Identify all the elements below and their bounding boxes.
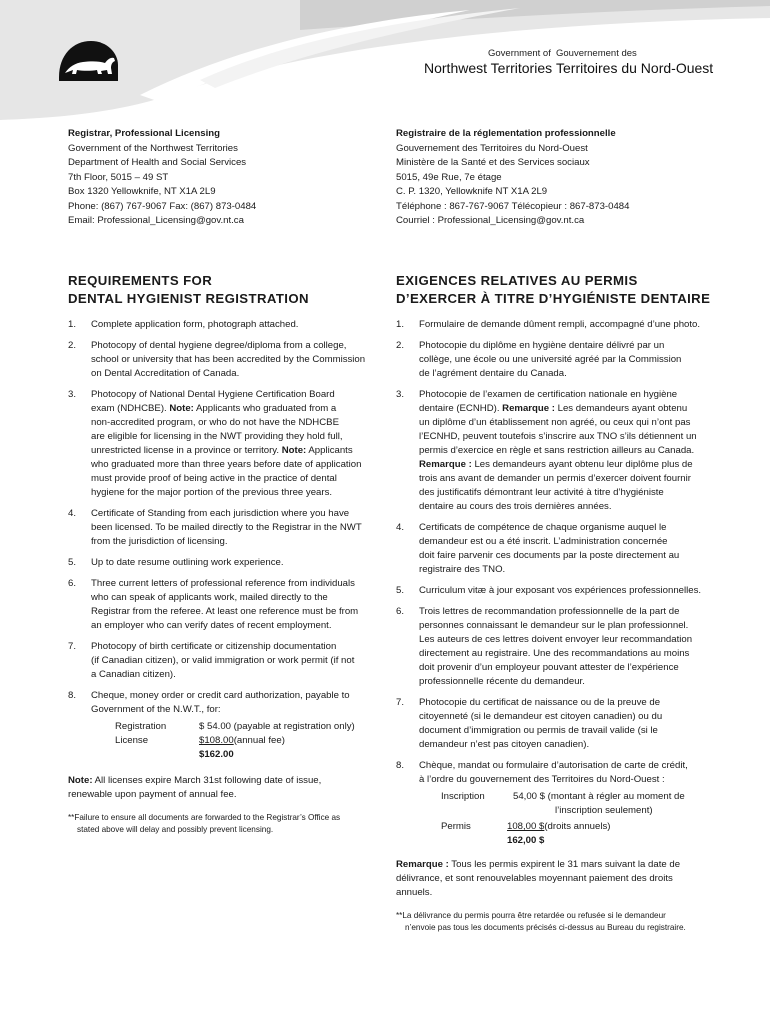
footnote-line: **Failure to ensure all documents are forwarded to the Registrar’s Office as — [68, 813, 341, 822]
requirement-text: collège, une école ou une université agréé par la Commission — [419, 354, 682, 365]
contact-fr-line: C. P. 1320, Yellowknife NT X1A 2L9 — [396, 186, 548, 197]
fees-fr — [396, 790, 726, 848]
contact-fr — [396, 127, 629, 229]
requirement-text: Photocopie du diplôme en hygiène dentaire délivré par un — [419, 340, 665, 351]
requirement-number: 3. — [396, 389, 405, 400]
requirement-text: permis d’exercice en règle et sans restriction ailleurs au Canada. — [419, 445, 695, 456]
requirement-text: personnes connaissant le demandeur sur le plan professionnel. — [419, 620, 689, 631]
note-text: délivrance, et sont renouvelables moyennant paiement des droits — [396, 873, 673, 884]
contact-en-line: Department of Health and Social Services — [68, 157, 247, 168]
requirements-fr — [396, 318, 726, 934]
note-label: Note: — [68, 775, 93, 786]
page-title-fr — [396, 272, 710, 308]
polar-bear-icon — [55, 37, 121, 84]
requirement-item — [68, 556, 378, 570]
contact-en-email: Email: Professional_Licensing@gov.nt.ca — [68, 215, 244, 226]
requirement-text: directement au registraire. Une des recommandations au moins — [419, 648, 690, 659]
footnote-line: n’envoie pas tous les documents précisés ci-dessus au Bureau du registraire. — [405, 923, 686, 932]
fee-inscription-value: l’inscription seulement) — [555, 805, 653, 816]
requirement-text: hygiene for the major portion of the previous three years. — [91, 487, 333, 498]
gov-fr-small: Gouvernement des — [556, 48, 637, 59]
gov-en-name: Northwest Territories — [424, 60, 553, 76]
contact-en — [68, 127, 256, 229]
fee-total: 162,00 $ — [507, 835, 545, 846]
fee-permis-label: Permis — [441, 821, 471, 832]
fee-license-label: License — [115, 735, 149, 746]
requirement-text: Registrar from the referee. At least one reference must be from — [91, 606, 359, 617]
requirement-text: on Dental Accreditation of Canada. — [91, 368, 240, 379]
requirement-text: demandeur n’est pas citoyen canadien). — [419, 739, 590, 750]
requirement-item — [396, 388, 726, 514]
requirement-text: Photocopy of National Dental Hygiene Certification Board — [91, 389, 335, 400]
page-title-en — [68, 272, 309, 308]
requirement-number: 3. — [68, 389, 77, 400]
requirement-text: Formulaire de demande dûment rempli, accompagné d’une photo. — [419, 319, 701, 330]
requirement-text: from the jurisdiction of licensing. — [91, 536, 228, 547]
contact-fr-line: Ministère de la Santé et des Services sociaux — [396, 157, 590, 168]
requirement-item — [68, 640, 378, 682]
gov-wordmark — [424, 48, 724, 76]
fee-inscription-value: 54,00 $ (montant à régler au moment de — [513, 791, 685, 802]
requirement-text: been licensed. To be mailed directly to the Registrar in the NWT — [91, 522, 362, 533]
contact-en-heading: Registrar, Professional Licensing — [68, 128, 220, 139]
requirement-item — [396, 339, 726, 381]
requirement-text: de l’agrément dentaire du Canada. — [419, 368, 567, 379]
requirement-number: 7. — [68, 641, 77, 652]
requirement-text: are eligible for licensing in the NWT providing they hold full, — [91, 431, 343, 442]
title-line: D’EXERCER À TITRE D’HYGIÉNISTE DENTAIRE — [396, 291, 711, 306]
requirements-list-en — [68, 318, 378, 717]
requirement-text: must provide proof of being active in the practice of dental — [91, 473, 337, 484]
requirement-item — [396, 521, 726, 577]
requirement-text: Complete application form, photograph attached. — [91, 319, 299, 330]
requirement-item — [68, 339, 378, 381]
contact-fr-heading: Registraire de la réglementation professionnelle — [396, 128, 616, 139]
note-fr — [396, 858, 726, 900]
requirement-item — [68, 318, 378, 332]
fee-total: $162.00 — [199, 749, 234, 760]
requirement-text: (if Canadian citizen), or valid immigration or work permit (if not — [91, 655, 355, 666]
requirement-item — [396, 696, 726, 752]
contact-fr-email: Courriel : Professional_Licensing@gov.nt.ca — [396, 215, 585, 226]
requirement-text: non-accredited program, or who do not have the NDHCBE — [91, 417, 339, 428]
contact-fr-line: 5015, 49e Rue, 7e étage — [396, 171, 502, 183]
fee-registration-label: Registration — [115, 721, 167, 732]
requirement-text: Certificate of Standing from each jurisdiction where you have — [91, 508, 350, 519]
requirement-text: Photocopy of dental hygiene degree/diploma from a college, — [91, 340, 347, 351]
fee-license-suffix: (annual fee) — [233, 735, 285, 746]
requirement-text: who graduated more than three years before date of application — [91, 459, 362, 470]
requirement-text: registraire des TNO. — [419, 564, 506, 575]
requirement-text: exam (NDHCBE). Note: Applicants who graduated from a — [91, 403, 337, 414]
requirement-item — [396, 605, 726, 689]
fees-en — [68, 720, 378, 762]
requirement-text: doit provenir d’un employeur pouvant attester de l’expérience — [419, 662, 679, 673]
note-en — [68, 774, 378, 802]
requirement-item — [68, 577, 378, 633]
requirement-text: Cheque, money order or credit card authorization, payable to — [91, 690, 350, 701]
requirement-number: 7. — [396, 697, 405, 708]
fee-inscription-label: Inscription — [441, 791, 485, 802]
note-text: renewable upon payment of annual fee. — [68, 789, 237, 800]
requirement-text: Up to date resume outlining work experience. — [91, 557, 284, 568]
gov-fr-name: Territoires du Nord-Ouest — [556, 60, 714, 76]
fee-license-value: $108.00 — [199, 735, 234, 746]
requirement-text: des justificatifs démontrant leur activité à titre d’hygiéniste — [419, 487, 664, 498]
requirement-text: dentaire (ECNHD). Remarque : Les demandeurs ayant obtenu — [419, 403, 688, 414]
requirement-text: demandeur est ou a été inscrit. L’administration concernée — [419, 536, 668, 547]
requirement-item — [68, 507, 378, 549]
contact-fr-phone: Téléphone : 867-767-9067 Télécopieur : 867-873-0484 — [396, 200, 630, 212]
contact-en-line: Box 1320 Yellowknife, NT X1A 2L9 — [68, 186, 216, 197]
requirement-number: 1. — [68, 319, 77, 330]
contact-fr-line: Gouvernement des Territoires du Nord-Ouest — [396, 142, 588, 154]
requirements-en — [68, 318, 378, 836]
requirement-text: Certificats de compétence de chaque organisme auquel le — [419, 522, 667, 533]
requirement-text: who can speak of applicants work, mailed directly to the — [91, 592, 328, 603]
requirement-text: Remarque : Les demandeurs ayant obtenu leur diplôme plus de — [419, 459, 693, 470]
requirement-number: 6. — [396, 606, 405, 617]
gov-en-small: Government of — [488, 48, 551, 59]
requirement-text: Curriculum vitæ à jour exposant vos expériences professionnelles. — [419, 585, 702, 596]
footnote-line: stated above will delay and possibly prevent licensing. — [77, 825, 274, 834]
note-text: All licenses expire March 31st following date of issue, — [92, 775, 322, 786]
requirement-number: 4. — [68, 508, 77, 519]
requirement-text: Three current letters of professional reference from individuals — [91, 578, 355, 589]
requirement-item — [396, 759, 726, 787]
requirement-text: Trois lettres de recommandation professionnelle de la part de — [419, 606, 680, 617]
requirement-text: professionnelle récente du demandeur. — [419, 676, 585, 687]
footnote-fr — [396, 910, 726, 934]
requirement-text: trois ans avant de demander un permis d’exercer doivent fournir — [419, 473, 691, 484]
contact-en-phone: Phone: (867) 767-9067 Fax: (867) 873-0484 — [68, 200, 257, 212]
requirement-text: Photocopy of birth certificate or citizenship documentation — [91, 641, 337, 652]
requirement-number: 4. — [396, 522, 405, 533]
contact-en-line: Government of the Northwest Territories — [68, 142, 238, 154]
contact-en-line: 7th Floor, 5015 – 49 ST — [68, 171, 169, 183]
requirement-number: 5. — [68, 557, 77, 568]
requirement-text: unrestricted license in a province or territory. Note: Applicants — [91, 445, 353, 456]
requirement-text: l’ECNHD, peuvent toutefois s’inscrire aux TNO s’ils détiennent un — [419, 431, 697, 442]
requirement-text: un diplôme d’un établissement non agréé, ou ceux qui n’ont pas — [419, 417, 691, 428]
requirement-text: document d’immigration ou permis de travail valide (si le — [419, 725, 658, 736]
title-line: REQUIREMENTS FOR — [68, 273, 213, 288]
requirement-number: 8. — [68, 690, 77, 701]
requirement-item — [396, 584, 726, 598]
requirement-number: 5. — [396, 585, 405, 596]
requirement-item — [68, 388, 378, 500]
requirement-item — [68, 689, 378, 717]
note-text: Tous les permis expirent le 31 mars suivant la date de — [448, 859, 681, 870]
requirement-text: dentaire au cours des trois dernières années. — [419, 501, 612, 512]
title-line: DENTAL HYGIENIST REGISTRATION — [68, 291, 309, 306]
requirement-text: a Canadian citizen). — [91, 669, 176, 680]
note-text: annuels. — [396, 887, 433, 898]
requirement-number: 2. — [396, 340, 405, 351]
requirement-number: 6. — [68, 578, 77, 589]
title-line: EXIGENCES RELATIVES AU PERMIS — [396, 273, 638, 288]
requirement-text: Les auteurs de ces lettres doivent envoyer leur recommandation — [419, 634, 693, 645]
footnote-en — [68, 812, 378, 836]
requirement-number: 8. — [396, 760, 405, 771]
requirement-text: Photocopie du certificat de naissance ou de la preuve de — [419, 697, 661, 708]
requirement-text: citoyenneté (si le demandeur est citoyen canadien) ou du — [419, 711, 663, 722]
fee-permis-suffix: (droits annuels) — [544, 821, 611, 832]
fee-registration-value: $ 54.00 (payable at registration only) — [199, 721, 355, 732]
requirement-text: à l’ordre du gouvernement des Territoires du Nord-Ouest : — [419, 774, 665, 785]
requirement-number: 2. — [68, 340, 77, 351]
requirement-text: doit faire parvenir ces documents par la poste directement au — [419, 550, 680, 561]
requirement-item — [396, 318, 726, 332]
fee-permis-value: 108,00 $ — [507, 821, 545, 832]
requirement-text: Government of the N.W.T., for: — [91, 704, 221, 715]
requirement-text: Photocopie de l’examen de certification nationale en hygiène — [419, 389, 678, 400]
requirement-text: an employer who can verify dates of recent employment. — [91, 620, 332, 631]
note-label: Remarque : — [396, 859, 449, 870]
requirement-number: 1. — [396, 319, 405, 330]
requirements-list-fr — [396, 318, 726, 787]
footnote-line: **La délivrance du permis pourra être retardée ou refusée si le demandeur — [396, 911, 666, 920]
requirement-text: Chèque, mandat ou formulaire d’autorisation de carte de crédit, — [419, 760, 688, 771]
requirement-text: school or university that has been accredited by the Commission — [91, 354, 366, 365]
